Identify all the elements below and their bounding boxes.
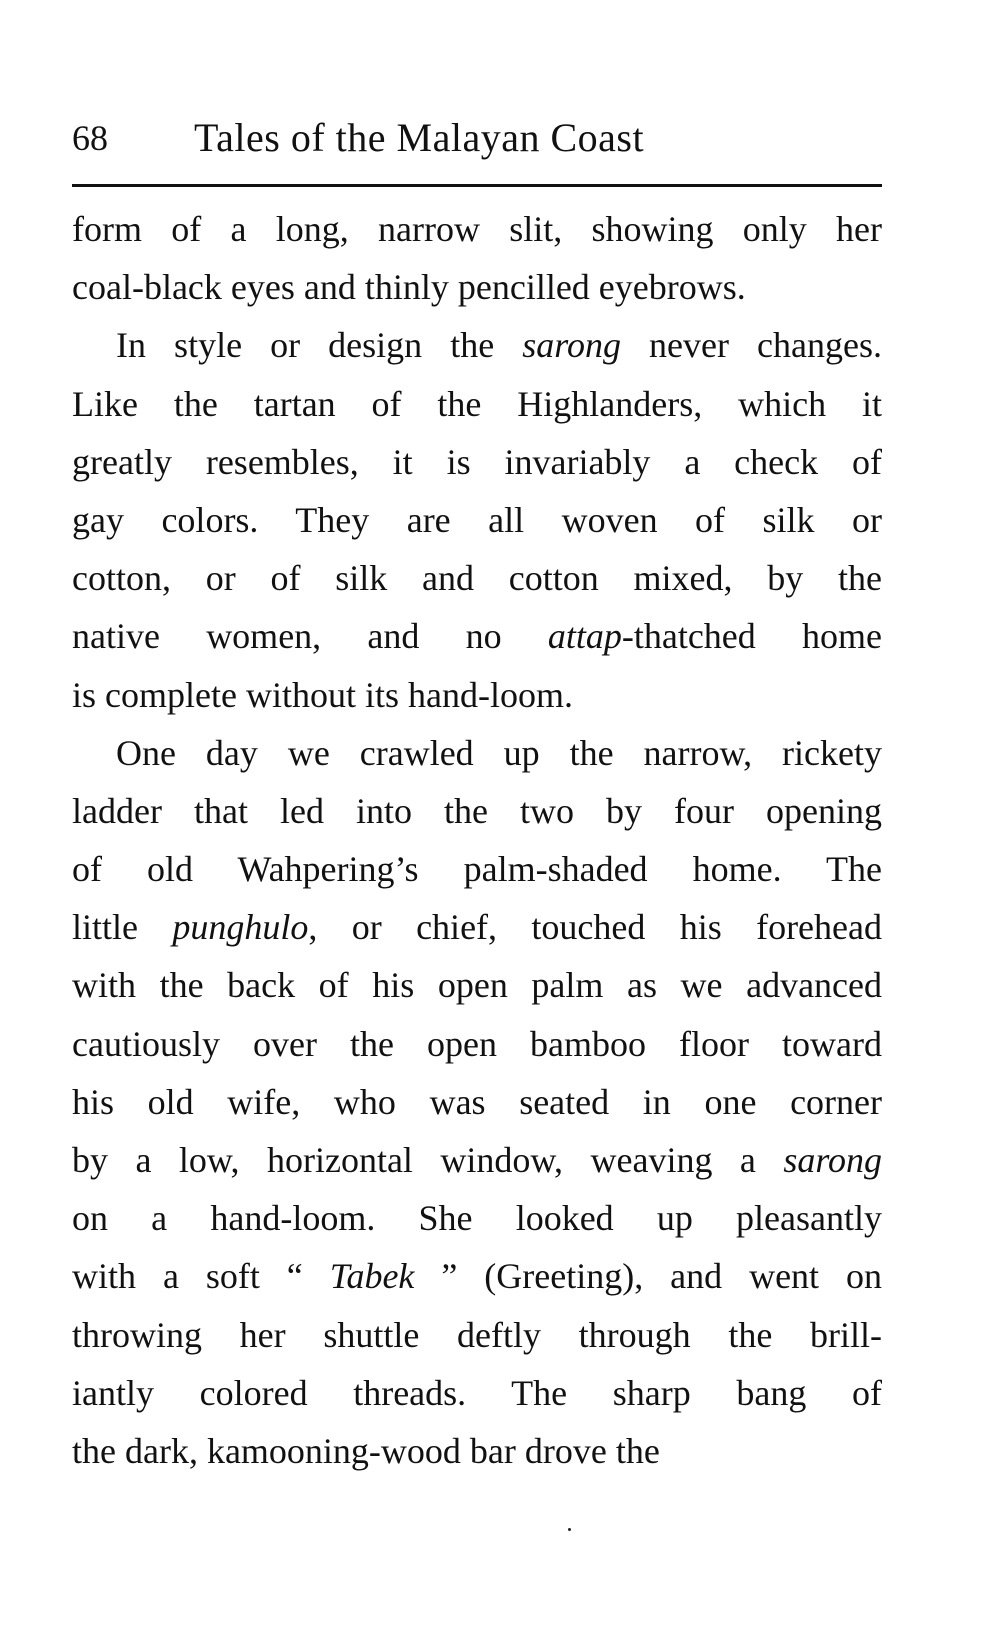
text-line: cotton, or of silk and cotton mixed, by the bbox=[72, 558, 882, 599]
text-line: by a low, horizontal window, weaving a sarong bbox=[72, 1140, 882, 1180]
italic-term: sarong bbox=[522, 325, 621, 366]
body-text bbox=[72, 200, 882, 1480]
italic-term: attap bbox=[547, 616, 622, 657]
text-line: little punghulo, or chief, touched his forehead bbox=[72, 907, 882, 948]
text-line: ladder that led into the two by four opening bbox=[72, 790, 882, 831]
text-line: coal-black eyes and thinly pencilled eyebrows. bbox=[72, 267, 746, 308]
text-line: with a soft “ Tabek ” (Greeting), and went on bbox=[72, 1256, 882, 1297]
text-line: his old wife, who was seated in one corner bbox=[72, 1081, 882, 1122]
italic-term: sarong bbox=[783, 1140, 882, 1180]
text-line: Like the tartan of the Highlanders, which it bbox=[72, 383, 882, 424]
page-number: 68 bbox=[72, 118, 108, 158]
stray-ink-mark bbox=[568, 1528, 571, 1531]
text-line: on a hand-loom. She looked up pleasantly bbox=[72, 1198, 882, 1239]
running-head bbox=[72, 108, 882, 168]
text-line: native women, and no attap-thatched home bbox=[72, 616, 882, 657]
text-line: the dark, kamooning-wood bar drove the bbox=[72, 1430, 660, 1471]
italic-term: Tabek bbox=[329, 1256, 415, 1297]
text-line: In style or design the sarong never changes. bbox=[116, 325, 882, 366]
book-title: Tales of the Malayan Coast bbox=[194, 115, 645, 160]
italic-term: punghulo bbox=[172, 907, 309, 948]
text-line: is complete without its hand-loom. bbox=[72, 674, 573, 715]
text-line: One day we crawled up the narrow, rickety bbox=[116, 732, 882, 773]
text-line: form of a long, narrow slit, showing only her bbox=[72, 209, 882, 249]
text-line: greatly resembles, it is invariably a check of bbox=[72, 441, 882, 482]
text-line: gay colors. They are all woven of silk or bbox=[72, 499, 882, 540]
text-line: of old Wahpering’s palm-shaded home. The bbox=[72, 849, 882, 890]
text-line: iantly colored threads. The sharp bang of bbox=[72, 1372, 882, 1413]
text-line: with the back of his open palm as we advanced bbox=[72, 965, 882, 1006]
text-line: cautiously over the open bamboo floor toward bbox=[72, 1023, 882, 1064]
text-line: throwing her shuttle deftly through the brill- bbox=[72, 1314, 882, 1355]
header-rule bbox=[72, 184, 882, 187]
